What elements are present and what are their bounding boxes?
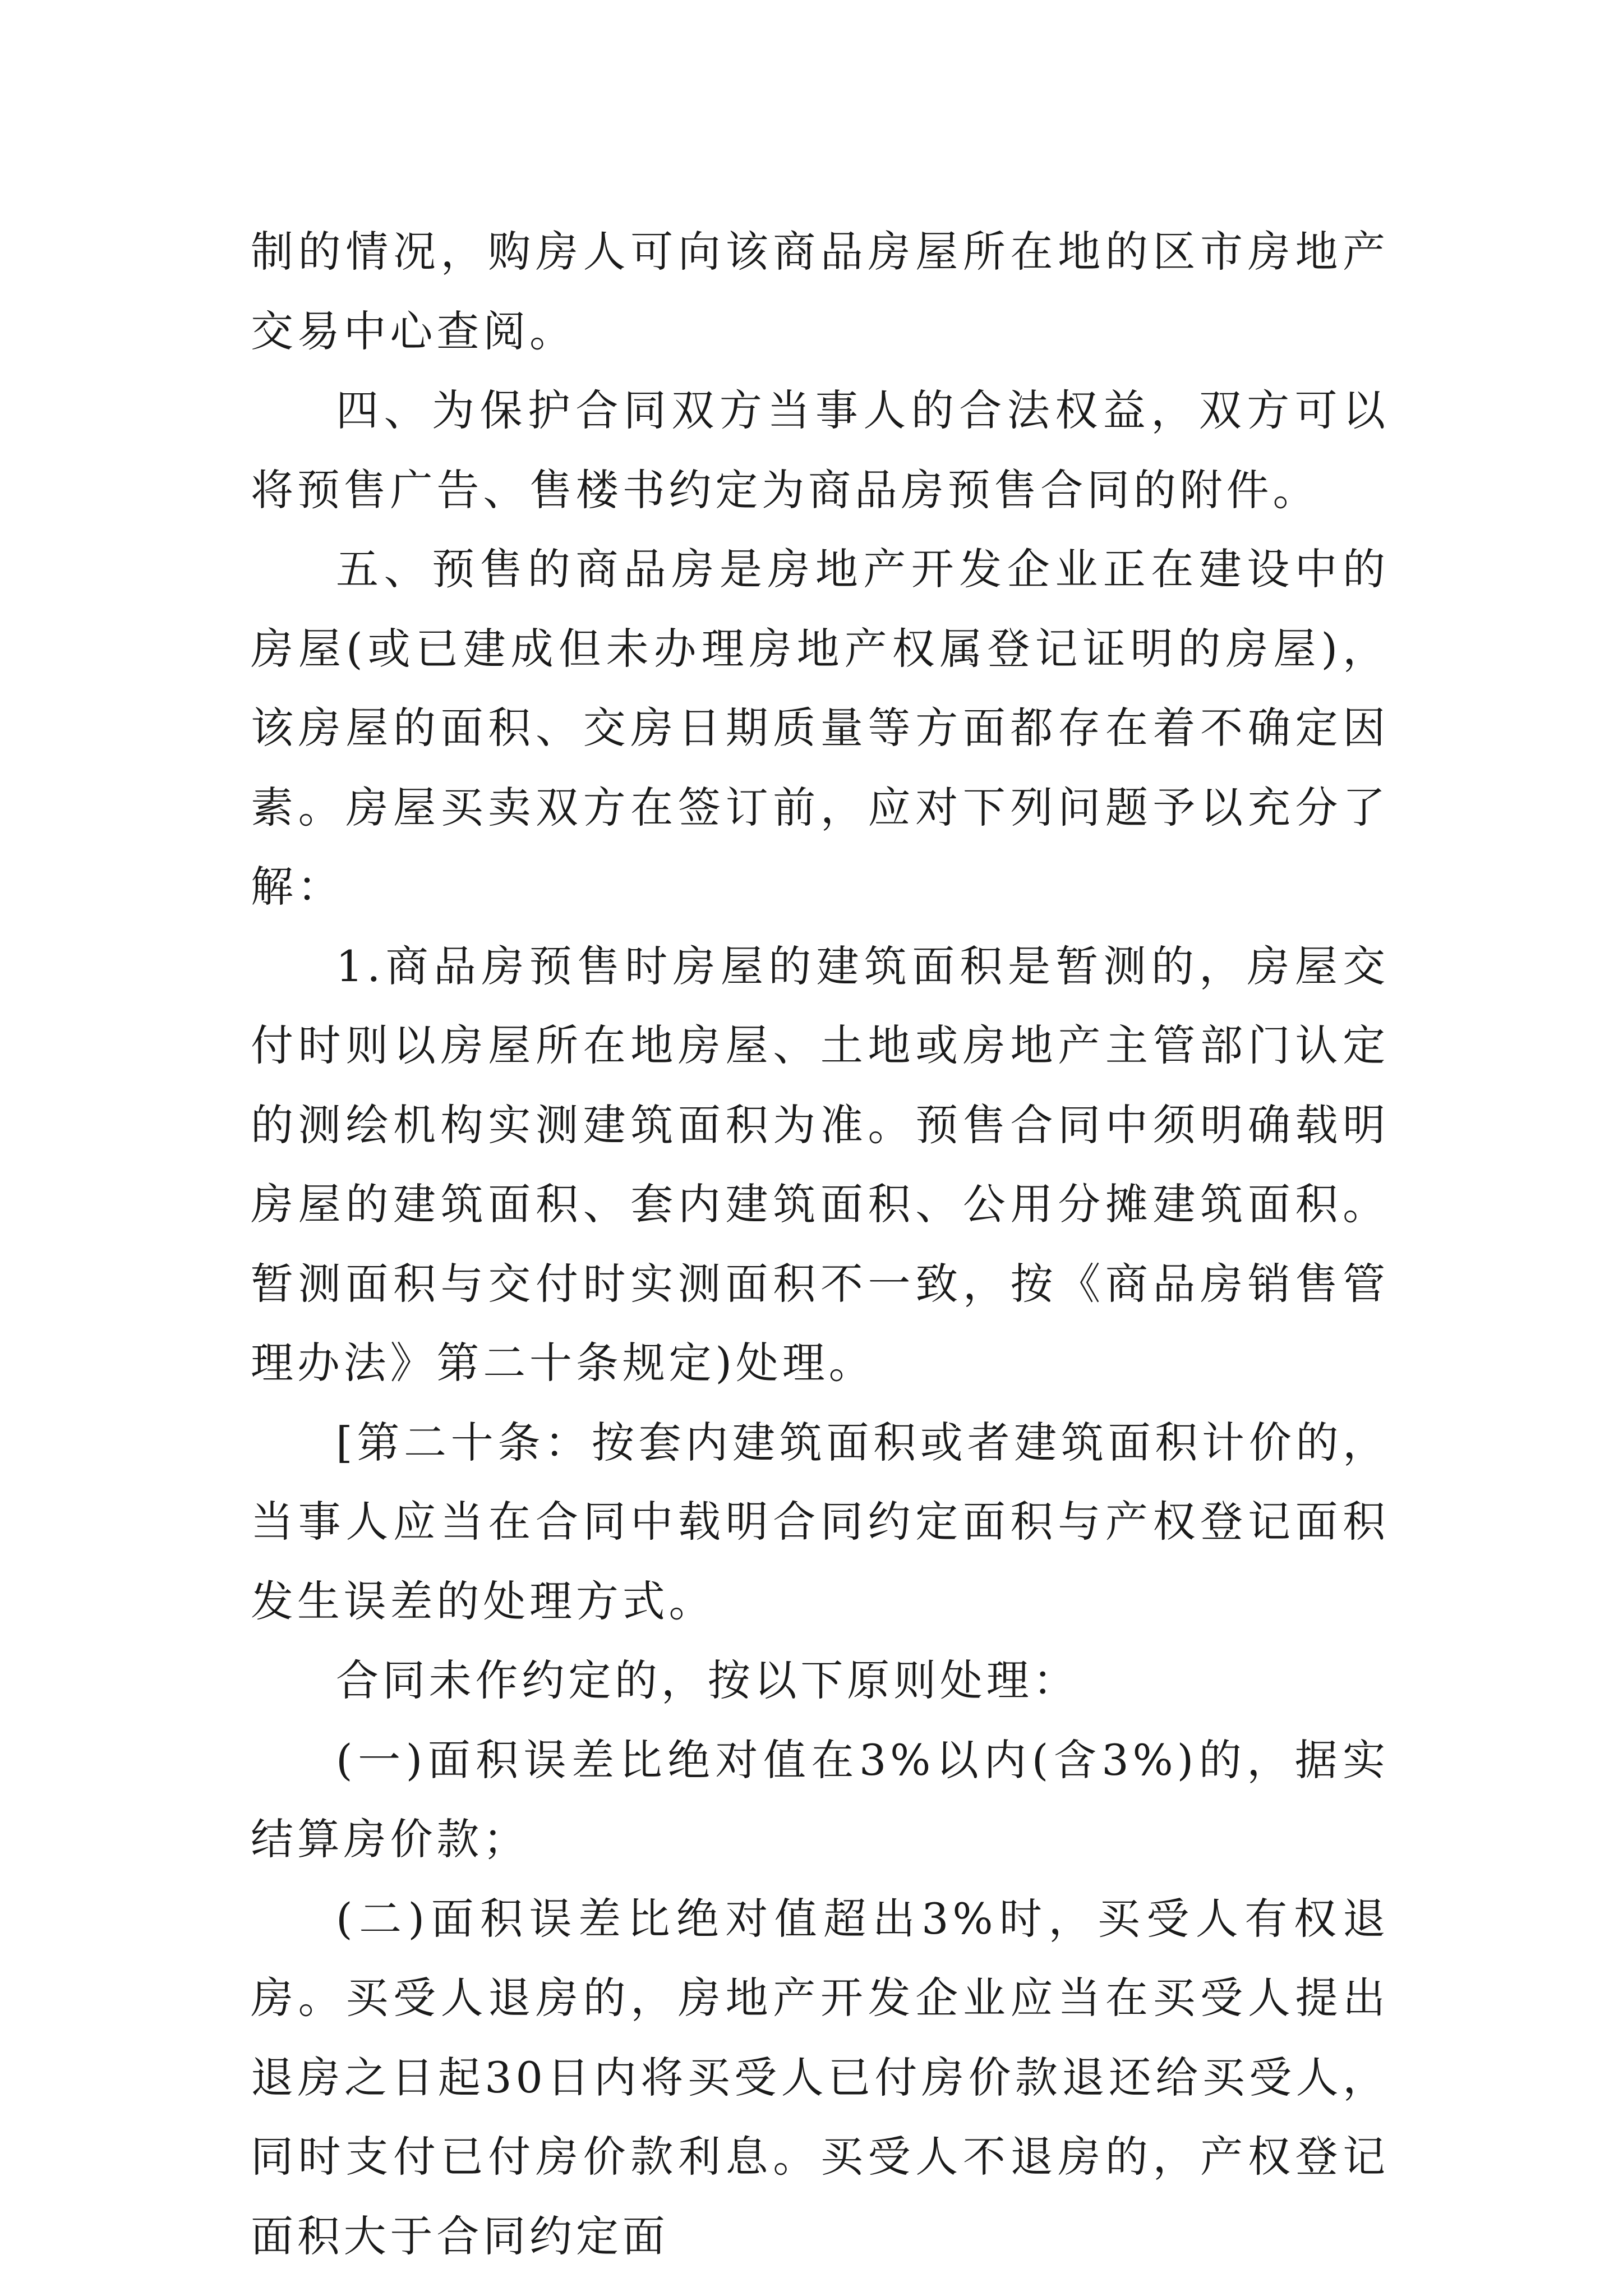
paragraph-principle-1: (一)面积误差比绝对值在3%以内(含3%)的，据实结算房价款； (251, 1734, 1389, 1864)
document-page (251, 212, 1389, 2276)
paragraph-continuation: 制的情况，购房人可向该商品房屋所在地的区市房地产交易中心查阅。 (251, 227, 1389, 356)
paragraph-item-5: 五、预售的商品房是房地产开发企业正在建设中的房屋(或已建成但未办理房地产权属登记证明的房屋)，该房屋的面积、交房日期质量等方面都存在着不确定因素。房屋买卖双方在签订前，应对下列问题予以充分了解： (251, 544, 1389, 912)
paragraph-principles-intro: 合同未作约定的，按以下原则处理： (336, 1655, 1080, 1705)
paragraph-article-20: [第二十条：按套内建筑面积或者建筑面积计价的，当事人应当在合同中载明合同约定面积与产权登记面积发生误差的处理方式。 (251, 1417, 1389, 1626)
paragraph-principle-2: (二)面积误差比绝对值超出3%时，买受人有权退房。买受人退房的，房地产开发企业应当在买受人提出退房之日起30日内将买受人已付房价款退还给买受人，同时支付已付房价款利息。买受人不退房的，产权登记面积大于合同约定面 (251, 1893, 1389, 2261)
paragraph-subitem-1: 1.商品房预售时房屋的建筑面积是暂测的，房屋交付时则以房屋所在地房屋、土地或房地产主管部门认定的测绘机构实测建筑面积为准。预售合同中须明确载明房屋的建筑面积、套内建筑面积、公用分摊建筑面积。暂测面积与交付时实测面积不一致，按《商品房销售管理办法》第二十条规定)处理。 (251, 941, 1389, 1388)
paragraph-item-4: 四、为保护合同双方当事人的合法权益，双方可以将预售广告、售楼书约定为商品房预售合同的附件。 (251, 385, 1389, 515)
